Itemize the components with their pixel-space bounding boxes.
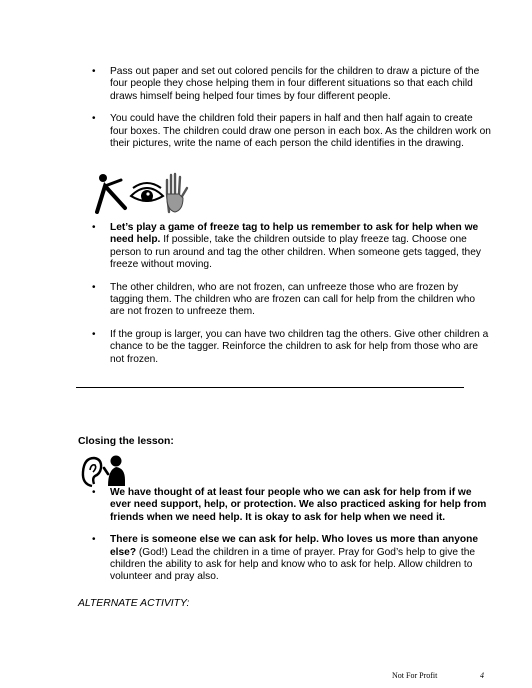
bullet-icon: •: [92, 222, 96, 233]
bullet-icon: •: [92, 328, 96, 340]
eye-icon: [131, 183, 163, 202]
list-item: [0, 113, 532, 150]
bullet-text: You could have the children fold their papers in half and then half again to create four boxes. The children could draw one person in each box. As the children work on their pictures, write the name of each person the child identifies in the drawing.: [110, 113, 491, 150]
praying-child-icon: [104, 456, 125, 487]
list-item: [0, 222, 532, 272]
list-item: [0, 534, 532, 584]
bullet-text: If possible, take the children outside to play freeze tag. Choose one person to run around and tag the other children. When someone gets tagged, they freeze without moving.: [110, 234, 481, 271]
bullet-bold-text: There is someone else we can ask for help. Who loves us more than anyone else?: [110, 534, 478, 558]
activity-icons-row: [95, 172, 190, 214]
exercise-figure-icon: [97, 174, 125, 212]
bullet-text: Pass out paper and set out colored pencils for the children to draw a picture of the four people they chose helping them in four different situations so that each child draws himself being helped four times by four different people.: [110, 66, 480, 102]
closing-heading: Closing the lesson:: [78, 436, 174, 447]
bullet-text: (God!) Lead the children in a time of prayer. Pray for God’s help to give the children the ability to ask for help and know who to ask for help. Allow children to volunteer and pray also.: [110, 546, 476, 583]
bullet-icon: •: [92, 534, 96, 546]
bullet-bold-text: Let’s play a game of freeze tag to help us remember to ask for help when we need help.: [110, 222, 479, 246]
bullet-icon: •: [92, 281, 96, 293]
list-item: [0, 487, 532, 524]
section-divider: [76, 387, 464, 388]
drawing-activity-list: [0, 66, 532, 150]
list-item: [0, 66, 532, 103]
closing-icons-row: [78, 454, 128, 488]
bullet-icon: •: [92, 487, 96, 498]
freeze-tag-list: [0, 222, 532, 376]
bullet-icon: •: [92, 113, 96, 125]
list-item: [0, 282, 532, 319]
list-item: [0, 329, 532, 366]
bullet-text: If the group is larger, you can have two children tag the others. Give other children a chance to be the tagger. Reinforce the children to ask for help from those who are not frozen.: [110, 328, 489, 365]
ear-icon: [83, 458, 101, 486]
bullet-icon: •: [92, 66, 96, 77]
bullet-bold-text: We have thought of at least four people who we can ask for help from if we ever need support, help, or protection. We also practiced asking for help from friends when we need help. It is okay to ask for help when we need it.: [110, 487, 487, 523]
page-number: 4: [480, 671, 484, 680]
bullet-text: The other children, who are not frozen, can unfreeze those who are frozen by tagging them. The children who are frozen can call for help from the children who are not frozen to unfreeze them.: [110, 281, 476, 318]
alternate-activity-heading: ALTERNATE ACTIVITY:: [78, 598, 190, 609]
closing-list: [0, 487, 532, 594]
hand-icon: [167, 174, 187, 212]
footer-text: Not For Profit: [392, 671, 438, 680]
